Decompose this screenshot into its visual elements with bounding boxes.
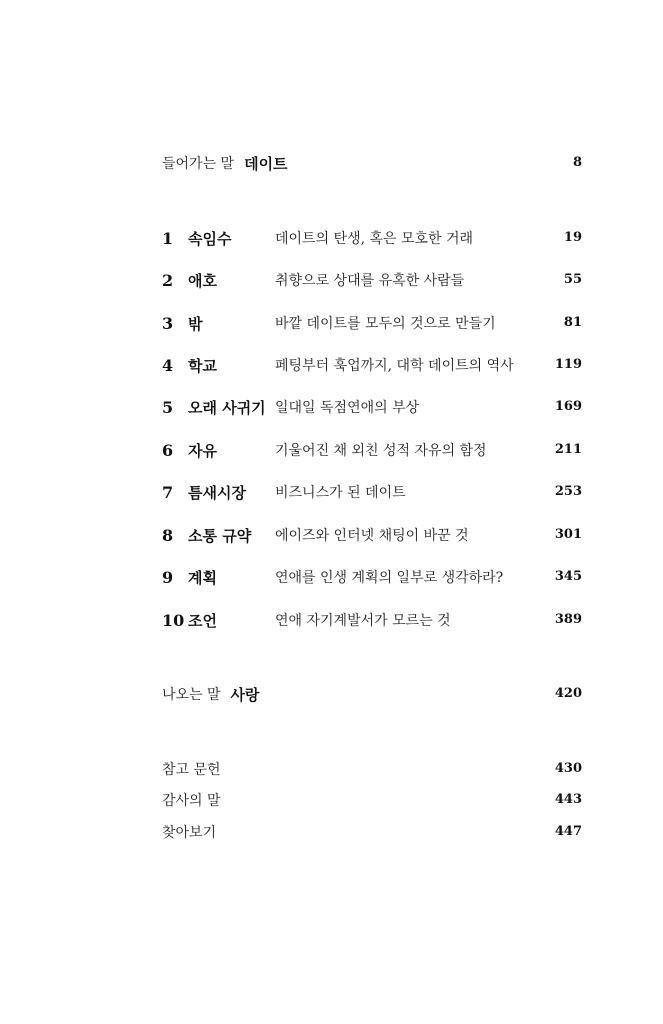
- back-matter-page-number: 430: [554, 761, 582, 776]
- toc-entry-chapter-5[interactable]: [162, 395, 582, 419]
- chapter-number: 2: [162, 270, 174, 290]
- toc-entry-chapter-9[interactable]: [162, 565, 582, 589]
- chapter-subtitle: 일대일 독점연애의 부상: [275, 400, 420, 416]
- toc-entry-outro[interactable]: [162, 682, 582, 706]
- chapter-subtitle: 기울어진 채 외친 성적 자유의 함정: [275, 443, 487, 459]
- chapter-subtitle: 페팅부터 훅업까지, 대학 데이트의 역사: [275, 358, 514, 374]
- chapter-number: 6: [162, 440, 174, 460]
- back-matter-page-number: 447: [554, 824, 582, 839]
- chapter-title: 애호: [188, 271, 217, 290]
- chapter-title: 속임수: [188, 229, 232, 248]
- toc-entry-index[interactable]: [162, 820, 582, 844]
- chapter-number: 1: [162, 228, 174, 248]
- chapter-title: 계획: [188, 568, 217, 587]
- outro-label: 나오는 말: [162, 687, 221, 703]
- chapter-page-number: 55: [563, 272, 582, 287]
- chapter-title: 소통 규약: [188, 526, 252, 545]
- chapter-number: 3: [162, 313, 174, 333]
- chapter-subtitle: 데이트의 탄생, 혹은 모호한 거래: [275, 231, 474, 247]
- toc-entry-chapter-3[interactable]: [162, 311, 582, 335]
- chapter-number: 9: [162, 567, 174, 587]
- chapter-title: 학교: [188, 356, 217, 375]
- chapter-title: 밖: [188, 314, 203, 333]
- chapter-page-number: 345: [554, 569, 582, 584]
- back-matter-label: 참고 문헌: [162, 762, 221, 778]
- chapter-page-number: 301: [554, 527, 582, 542]
- outro-title: 사랑: [230, 685, 260, 704]
- chapter-number: 7: [162, 482, 174, 502]
- chapter-page-number: 19: [563, 230, 582, 245]
- chapter-subtitle: 연애 자기계발서가 모르는 것: [275, 613, 451, 629]
- toc-entry-chapter-6[interactable]: [162, 438, 582, 462]
- toc-entry-chapter-2[interactable]: [162, 268, 582, 292]
- intro-title: 데이트: [244, 154, 288, 173]
- chapter-number: 5: [162, 397, 174, 417]
- intro-label: 들어가는 말: [162, 156, 235, 172]
- chapter-page-number: 81: [563, 315, 582, 330]
- chapter-number: 8: [162, 525, 174, 545]
- chapter-subtitle: 연애를 인생 계획의 일부로 생각하라?: [275, 570, 504, 586]
- toc-entry-chapter-10[interactable]: [162, 608, 582, 632]
- chapter-number: 10: [162, 610, 185, 630]
- outro-page-number: 420: [554, 686, 582, 701]
- chapter-page-number: 169: [554, 399, 582, 414]
- back-matter-label: 감사의 말: [162, 793, 221, 809]
- toc-entry-chapter-1[interactable]: [162, 226, 582, 250]
- chapter-title: 오래 사귀기: [188, 398, 266, 417]
- chapter-page-number: 211: [554, 442, 582, 457]
- toc-entry-intro[interactable]: [162, 151, 582, 175]
- toc-entry-chapter-8[interactable]: [162, 523, 582, 547]
- chapter-title: 틈새시장: [188, 483, 246, 502]
- chapter-subtitle: 비즈니스가 된 데이트: [275, 485, 406, 501]
- back-matter-page-number: 443: [554, 792, 582, 807]
- toc-entry-acknowledgements[interactable]: [162, 788, 582, 812]
- chapter-subtitle: 에이즈와 인터넷 채팅이 바꾼 것: [275, 528, 469, 544]
- toc-entry-chapter-7[interactable]: [162, 480, 582, 504]
- chapter-page-number: 389: [554, 612, 582, 627]
- toc-entry-chapter-4[interactable]: [162, 353, 582, 377]
- chapter-subtitle: 취향으로 상대를 유혹한 사람들: [275, 273, 465, 289]
- chapter-subtitle: 바깥 데이트를 모두의 것으로 만들기: [275, 316, 496, 332]
- chapter-page-number: 253: [554, 484, 582, 499]
- chapter-page-number: 119: [554, 357, 582, 372]
- chapter-title: 조언: [188, 611, 217, 630]
- intro-page-number: 8: [572, 155, 582, 170]
- back-matter-label: 찾아보기: [162, 825, 217, 841]
- chapter-number: 4: [162, 355, 174, 375]
- chapter-title: 자유: [188, 441, 217, 460]
- toc-entry-references[interactable]: [162, 757, 582, 781]
